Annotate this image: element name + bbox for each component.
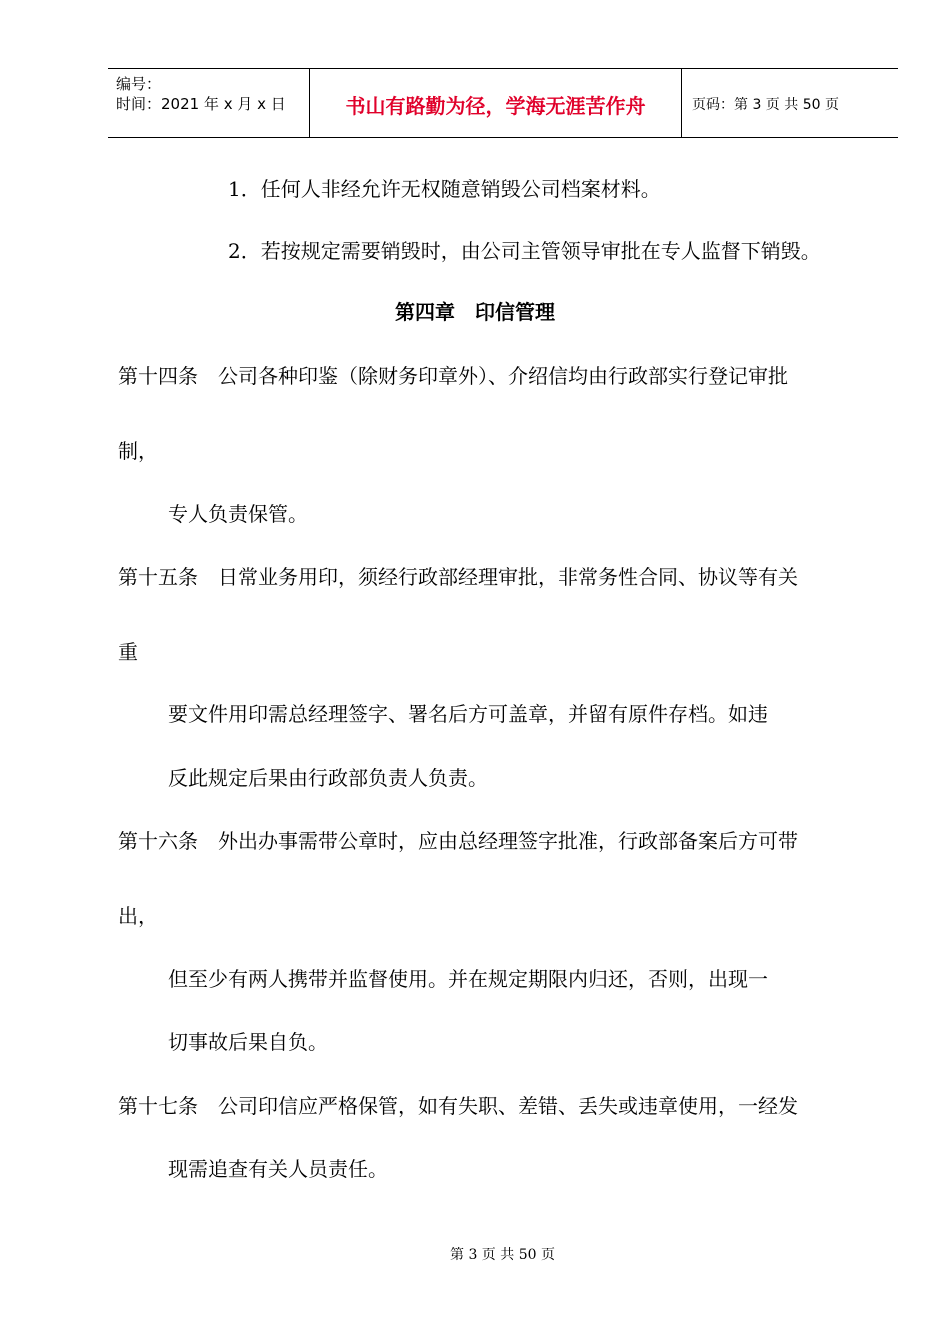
page-footer: 第 3 页 共 50 页 [450,1247,555,1263]
page-header [108,68,898,138]
article-16-line-4: 切事故后果自负。 [168,1030,328,1054]
article-16-line-1: 第十六条 外出办事需带公章时，应由总经理签字批准，行政部备案后方可带 [118,829,798,853]
article-15-line-3: 要文件用印需总经理签字、署名后方可盖章，并留有原件存档。如违 [168,702,768,726]
article-14-line-1: 第十四条 公司各种印鉴（除财务印章外）、介绍信均由行政部实行登记审批 [118,364,788,388]
article-17-line-2: 现需追查有关人员责任。 [168,1157,388,1181]
article-17-line-1: 第十七条 公司印信应严格保管，如有失职、差错、丢失或违章使用，一经发 [118,1094,798,1118]
article-16-line-2: 出， [118,904,158,928]
article-15-line-4: 反此规定后果由行政部负责人负责。 [168,766,488,790]
article-14-line-2: 制， [118,439,158,463]
header-motto: 书山有路勤为径，学海无涯苦作舟 [310,69,682,137]
article-15-line-1: 第十五条 日常业务用印，须经行政部经理审批，非常务性合同、协议等有关 [118,565,798,589]
header-page-info: 页码：第 3 页 共 50 页 [692,97,839,113]
item-2-text: 2．若按规定需要销毁时，由公司主管领导审批在专人监督下销毁。 [228,239,821,263]
chapter-title: 第四章 印信管理 [395,300,555,324]
article-16-line-3: 但至少有两人携带并监督使用。并在规定期限内归还，否则，出现一 [168,967,768,991]
article-14-line-3: 专人负责保管。 [168,502,308,526]
header-meta-cell [108,69,310,137]
document-number-label: 编号： [116,75,162,93]
document-date-label: 时间：2021 年 x 月 x 日 [116,95,286,113]
article-15-line-2: 重 [118,640,138,664]
item-1-text: 1．任何人非经允许无权随意销毁公司档案材料。 [228,177,661,201]
